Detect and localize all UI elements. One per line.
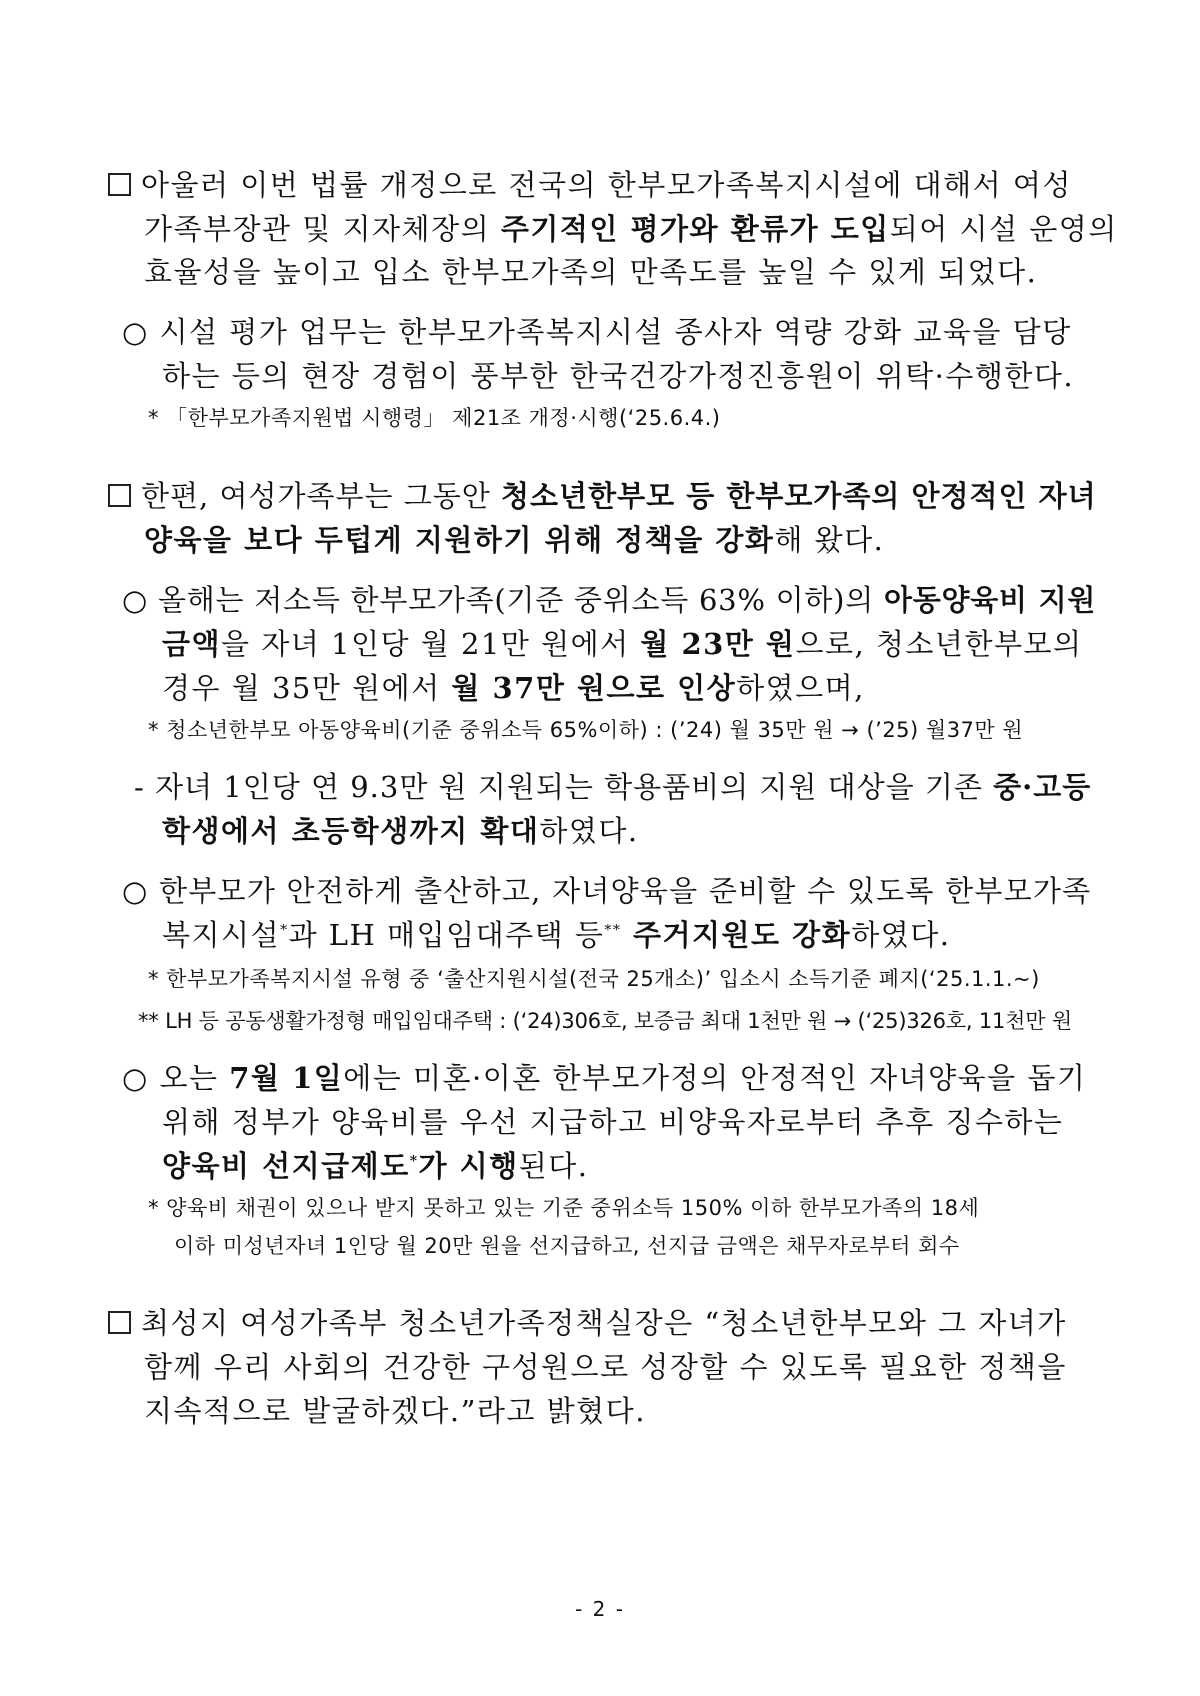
text: 하였으며, — [736, 671, 865, 705]
paragraph-2-sub-3-line-2: 위해 정부가 양육비를 우선 지급하고 비양육자로부터 추후 징수하는 — [162, 1105, 1064, 1139]
paragraph-1-line-3: 효율성을 높이고 입소 한부모가족의 만족도를 높일 수 있게 되었다. — [144, 255, 1038, 289]
checkbox-square-icon — [108, 484, 131, 507]
paragraph-2-line-2 — [144, 523, 885, 557]
footnote-marker: * — [409, 1153, 419, 1170]
circle-bullet-icon: ○ — [122, 583, 149, 617]
text: 으로, 청소년한부모의 — [795, 627, 1083, 661]
bold-text: 금액 — [162, 627, 222, 661]
bold-text: 월 23만 원 — [640, 627, 796, 661]
paragraph-2-sub-3-line-3 — [162, 1149, 589, 1183]
text: 경우 월 35만 원에서 — [162, 671, 452, 705]
footnote: * 한부모가족복지시설 유형 중 ‘출산지원시설(전국 25개소)’ 입소시 소득기준 폐지(‘25.1.1.~) — [148, 967, 1040, 991]
text: 한부모가 안전하게 출산하고, 자녀양육을 준비할 수 있도록 한부모가족 — [159, 874, 1092, 908]
paragraph-2-line-1 — [108, 479, 1097, 513]
bold-text: 주거지원도 강화 — [621, 918, 852, 952]
bold-text: 청소년한부모 등 한부모가족의 안정적인 자녀 — [501, 479, 1097, 513]
text: 시설 평가 업무는 한부모가족복지시설 종사자 역량 강화 교육을 담당 — [159, 315, 1072, 349]
text: 아울러 이번 법률 개정으로 전국의 한부모가족복지시설에 대해서 여성 — [141, 168, 1072, 202]
text: 오는 — [159, 1061, 230, 1095]
footnote: ** LH 등 공동생활가정형 매입임대주택 : (‘24)306호, 보증금 최대 1천만 원 → (‘25)326호, 11천만 원 — [138, 1009, 1072, 1033]
checkbox-square-icon — [108, 173, 131, 196]
bold-text: 가 시행 — [418, 1149, 519, 1183]
paragraph-1-line-1 — [108, 168, 1072, 202]
text: 과 LH 매입임대주택 등 — [288, 918, 605, 952]
paragraph-2-dash-line-1 — [134, 770, 1092, 804]
circle-bullet-icon: ○ — [122, 1061, 149, 1095]
text: 가족부장관 및 지자체장의 — [144, 212, 501, 246]
paragraph-2-sub-1-line-2 — [162, 627, 1083, 661]
paragraph-3-line-2: 함께 우리 사회의 건강한 구성원으로 성장할 수 있도록 필요한 정책을 — [144, 1350, 1067, 1384]
paragraph-1-sub-line-1 — [122, 315, 1072, 349]
text: 한편, 여성가족부는 그동안 — [141, 479, 502, 513]
paragraph-2-dash-line-2 — [162, 814, 639, 848]
bold-text: 7월 1일 — [229, 1061, 344, 1095]
text: 하였다. — [851, 918, 951, 952]
footnote-marker: * — [280, 922, 289, 939]
text: 되어 시설 운영의 — [889, 212, 1118, 246]
text: 하였다. — [539, 814, 639, 848]
footnote: * 청소년한부모 아동양육비(기준 중위소득 65%이하) : (’24) 월 35만 원 → (’25) 월37만 원 — [148, 718, 1024, 742]
text: 자녀 1인당 연 9.3만 원 지원되는 학용품비의 지원 대상을 기존 — [155, 770, 994, 804]
footnote: * 「한부모가족지원법 시행령」 제21조 개정·시행(‘25.6.4.) — [148, 406, 721, 430]
footnote: 이하 미성년자녀 1인당 월 20만 원을 선지급하고, 선지급 금액은 채무자로부터 회수 — [174, 1234, 960, 1258]
paragraph-2-sub-1-line-1 — [122, 583, 1097, 617]
dash-bullet-icon: - — [134, 770, 145, 804]
page-number: - 2 - — [575, 1597, 625, 1621]
bold-text: 양육을 보다 두텁게 지원하기 위해 정책을 강화 — [144, 523, 775, 557]
paragraph-2-sub-1-line-3 — [162, 671, 865, 705]
text: 최성지 여성가족부 청소년가족정책실장은 “청소년한부모와 그 자녀가 — [141, 1306, 1067, 1340]
footnote: * 양육비 채권이 있으나 받지 못하고 있는 기준 중위소득 150% 이하 한부모가족의 18세 — [148, 1196, 980, 1220]
paragraph-1-sub-line-2: 하는 등의 현장 경험이 풍부한 한국건강가정진흥원이 위탁·수행한다. — [162, 359, 1075, 393]
paragraph-1-line-2 — [144, 212, 1118, 246]
bold-text: 주기적인 평가와 환류가 도입 — [500, 212, 890, 246]
text: 복지시설 — [162, 918, 281, 952]
checkbox-square-icon — [108, 1311, 131, 1334]
text: 에는 미혼·이혼 한부모가정의 안정적인 자녀양육을 돕기 — [343, 1061, 1087, 1095]
bold-text: 양육비 선지급제도 — [162, 1149, 410, 1183]
text: 된다. — [518, 1149, 589, 1183]
bold-text: 아동양육비 지원 — [883, 583, 1097, 617]
text: 을 자녀 1인당 월 21만 원에서 — [221, 627, 641, 661]
circle-bullet-icon: ○ — [122, 315, 149, 349]
footnote-marker: ** — [604, 922, 622, 939]
paragraph-2-sub-3-line-1 — [122, 1061, 1087, 1095]
paragraph-2-sub-2-line-2 — [162, 918, 951, 952]
bold-text: 월 37만 원으로 인상 — [451, 671, 737, 705]
bold-text: 학생에서 초등학생까지 확대 — [162, 814, 540, 848]
text: 해 왔다. — [774, 523, 885, 557]
paragraph-3-line-3: 지속적으로 발굴하겠다.”라고 밝혔다. — [144, 1394, 646, 1428]
paragraph-3-line-1 — [108, 1306, 1067, 1340]
text: 올해는 저소득 한부모가족(기준 중위소득 63% 이하)의 — [158, 583, 884, 617]
circle-bullet-icon: ○ — [122, 874, 149, 908]
paragraph-2-sub-2-line-1 — [122, 874, 1092, 908]
bold-text: 중·고등 — [993, 770, 1092, 804]
